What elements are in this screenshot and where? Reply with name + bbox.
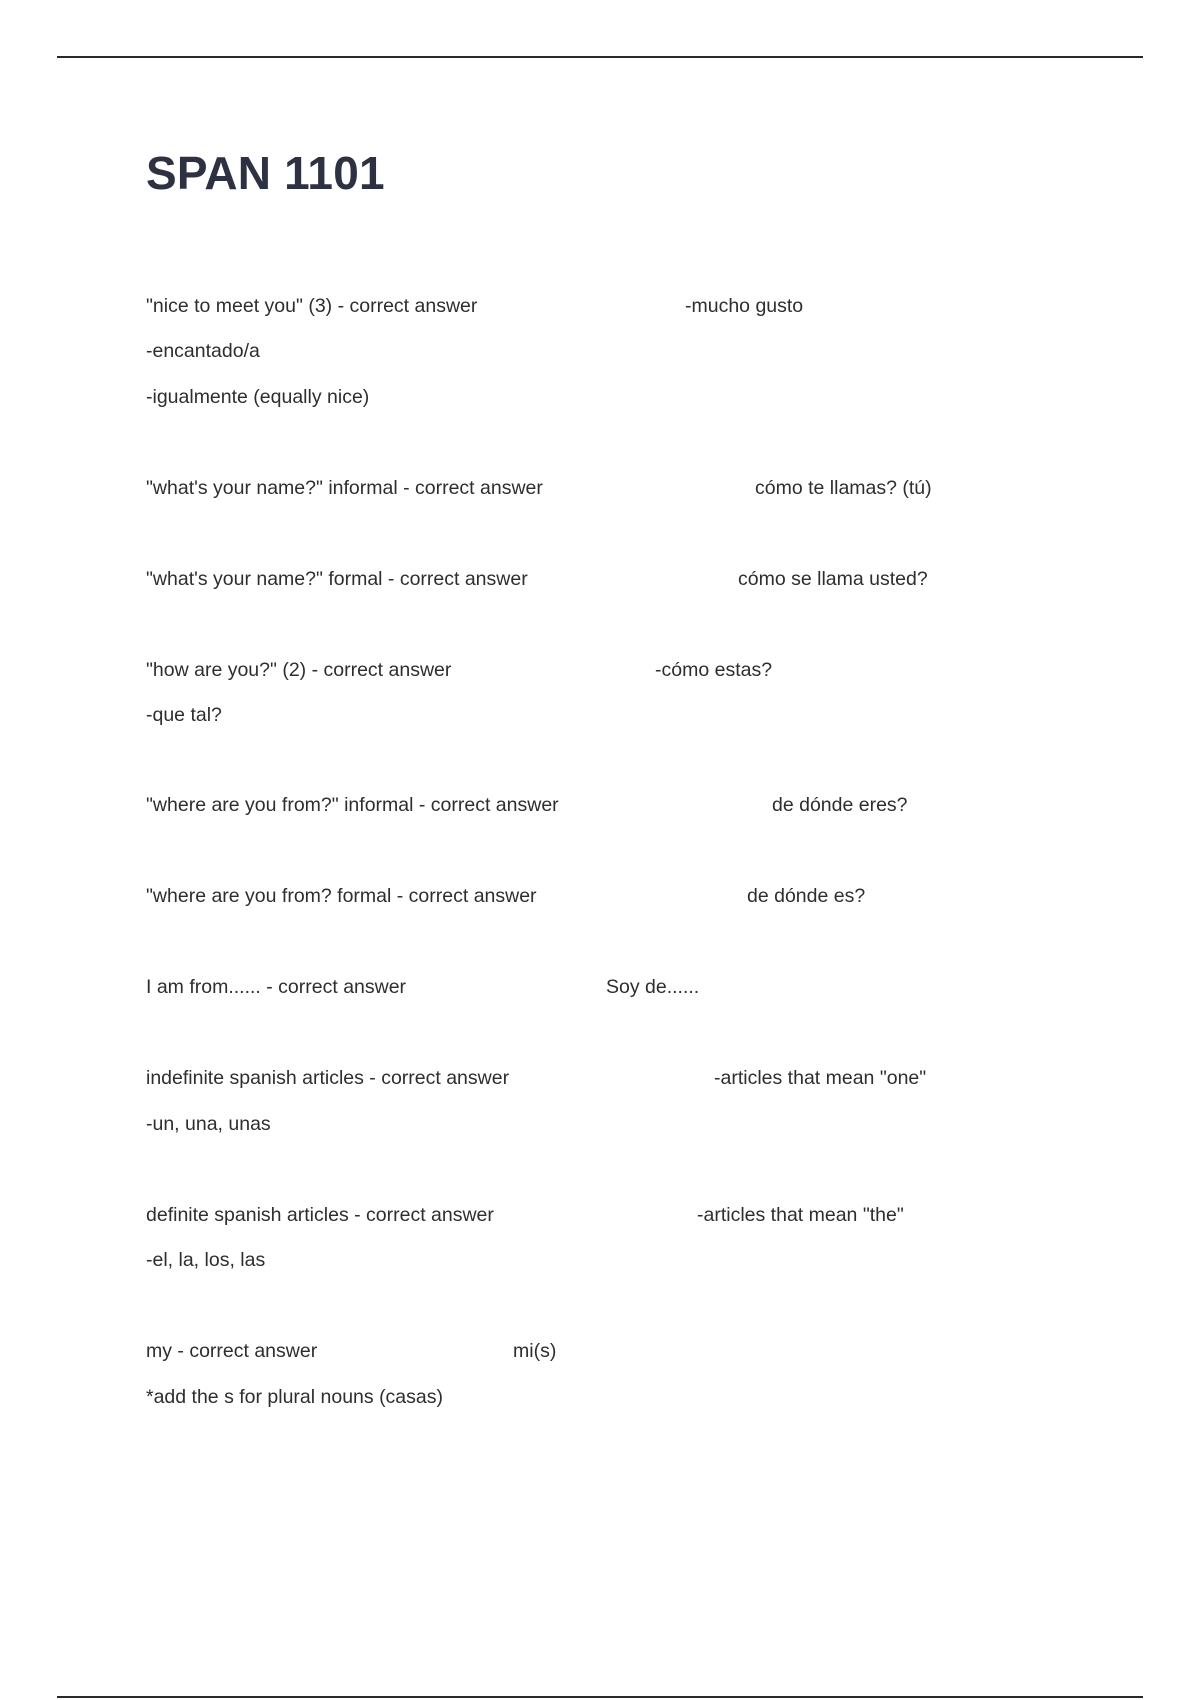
card-extra-line: *add the s for plural nouns (casas) — [146, 1386, 443, 1408]
card-answer: de dónde es? — [747, 885, 866, 907]
card-question: definite spanish articles - correct answer — [146, 1204, 494, 1226]
card-extra-line: -igualmente (equally nice) — [146, 386, 370, 408]
card-question: "what's your name?" informal - correct answer — [146, 477, 543, 499]
bottom-rule — [57, 1696, 1143, 1698]
card-question: "where are you from?" informal - correct answer — [146, 794, 559, 816]
card-answer: -mucho gusto — [685, 295, 804, 317]
card-answer: mi(s) — [513, 1340, 557, 1362]
top-rule — [57, 56, 1143, 58]
card-answer: -cómo estas? — [655, 659, 773, 681]
card-answer: de dónde eres? — [772, 794, 908, 816]
card-answer: Soy de...... — [606, 976, 700, 998]
card-question: "nice to meet you" (3) - correct answer — [146, 295, 478, 317]
card-answer: -articles that mean "one" — [714, 1067, 927, 1089]
card-extra-line: -un, una, unas — [146, 1113, 271, 1135]
card-extra-line: -el, la, los, las — [146, 1249, 266, 1271]
card-question: "how are you?" (2) - correct answer — [146, 659, 452, 681]
card-answer: cómo te llamas? (tú) — [755, 477, 932, 499]
card-answer: -articles that mean "the" — [697, 1204, 904, 1226]
card-extra-line: -que tal? — [146, 704, 222, 726]
card-question: indefinite spanish articles - correct answer — [146, 1067, 510, 1089]
card-answer: cómo se llama usted? — [738, 568, 928, 590]
document-title: SPAN 1101 — [146, 147, 385, 199]
card-question: "what's your name?" formal - correct answer — [146, 568, 528, 590]
card-extra-line: -encantado/a — [146, 340, 260, 362]
card-question: I am from...... - correct answer — [146, 976, 407, 998]
card-question: my - correct answer — [146, 1340, 318, 1362]
card-question: "where are you from? formal - correct answer — [146, 885, 537, 907]
